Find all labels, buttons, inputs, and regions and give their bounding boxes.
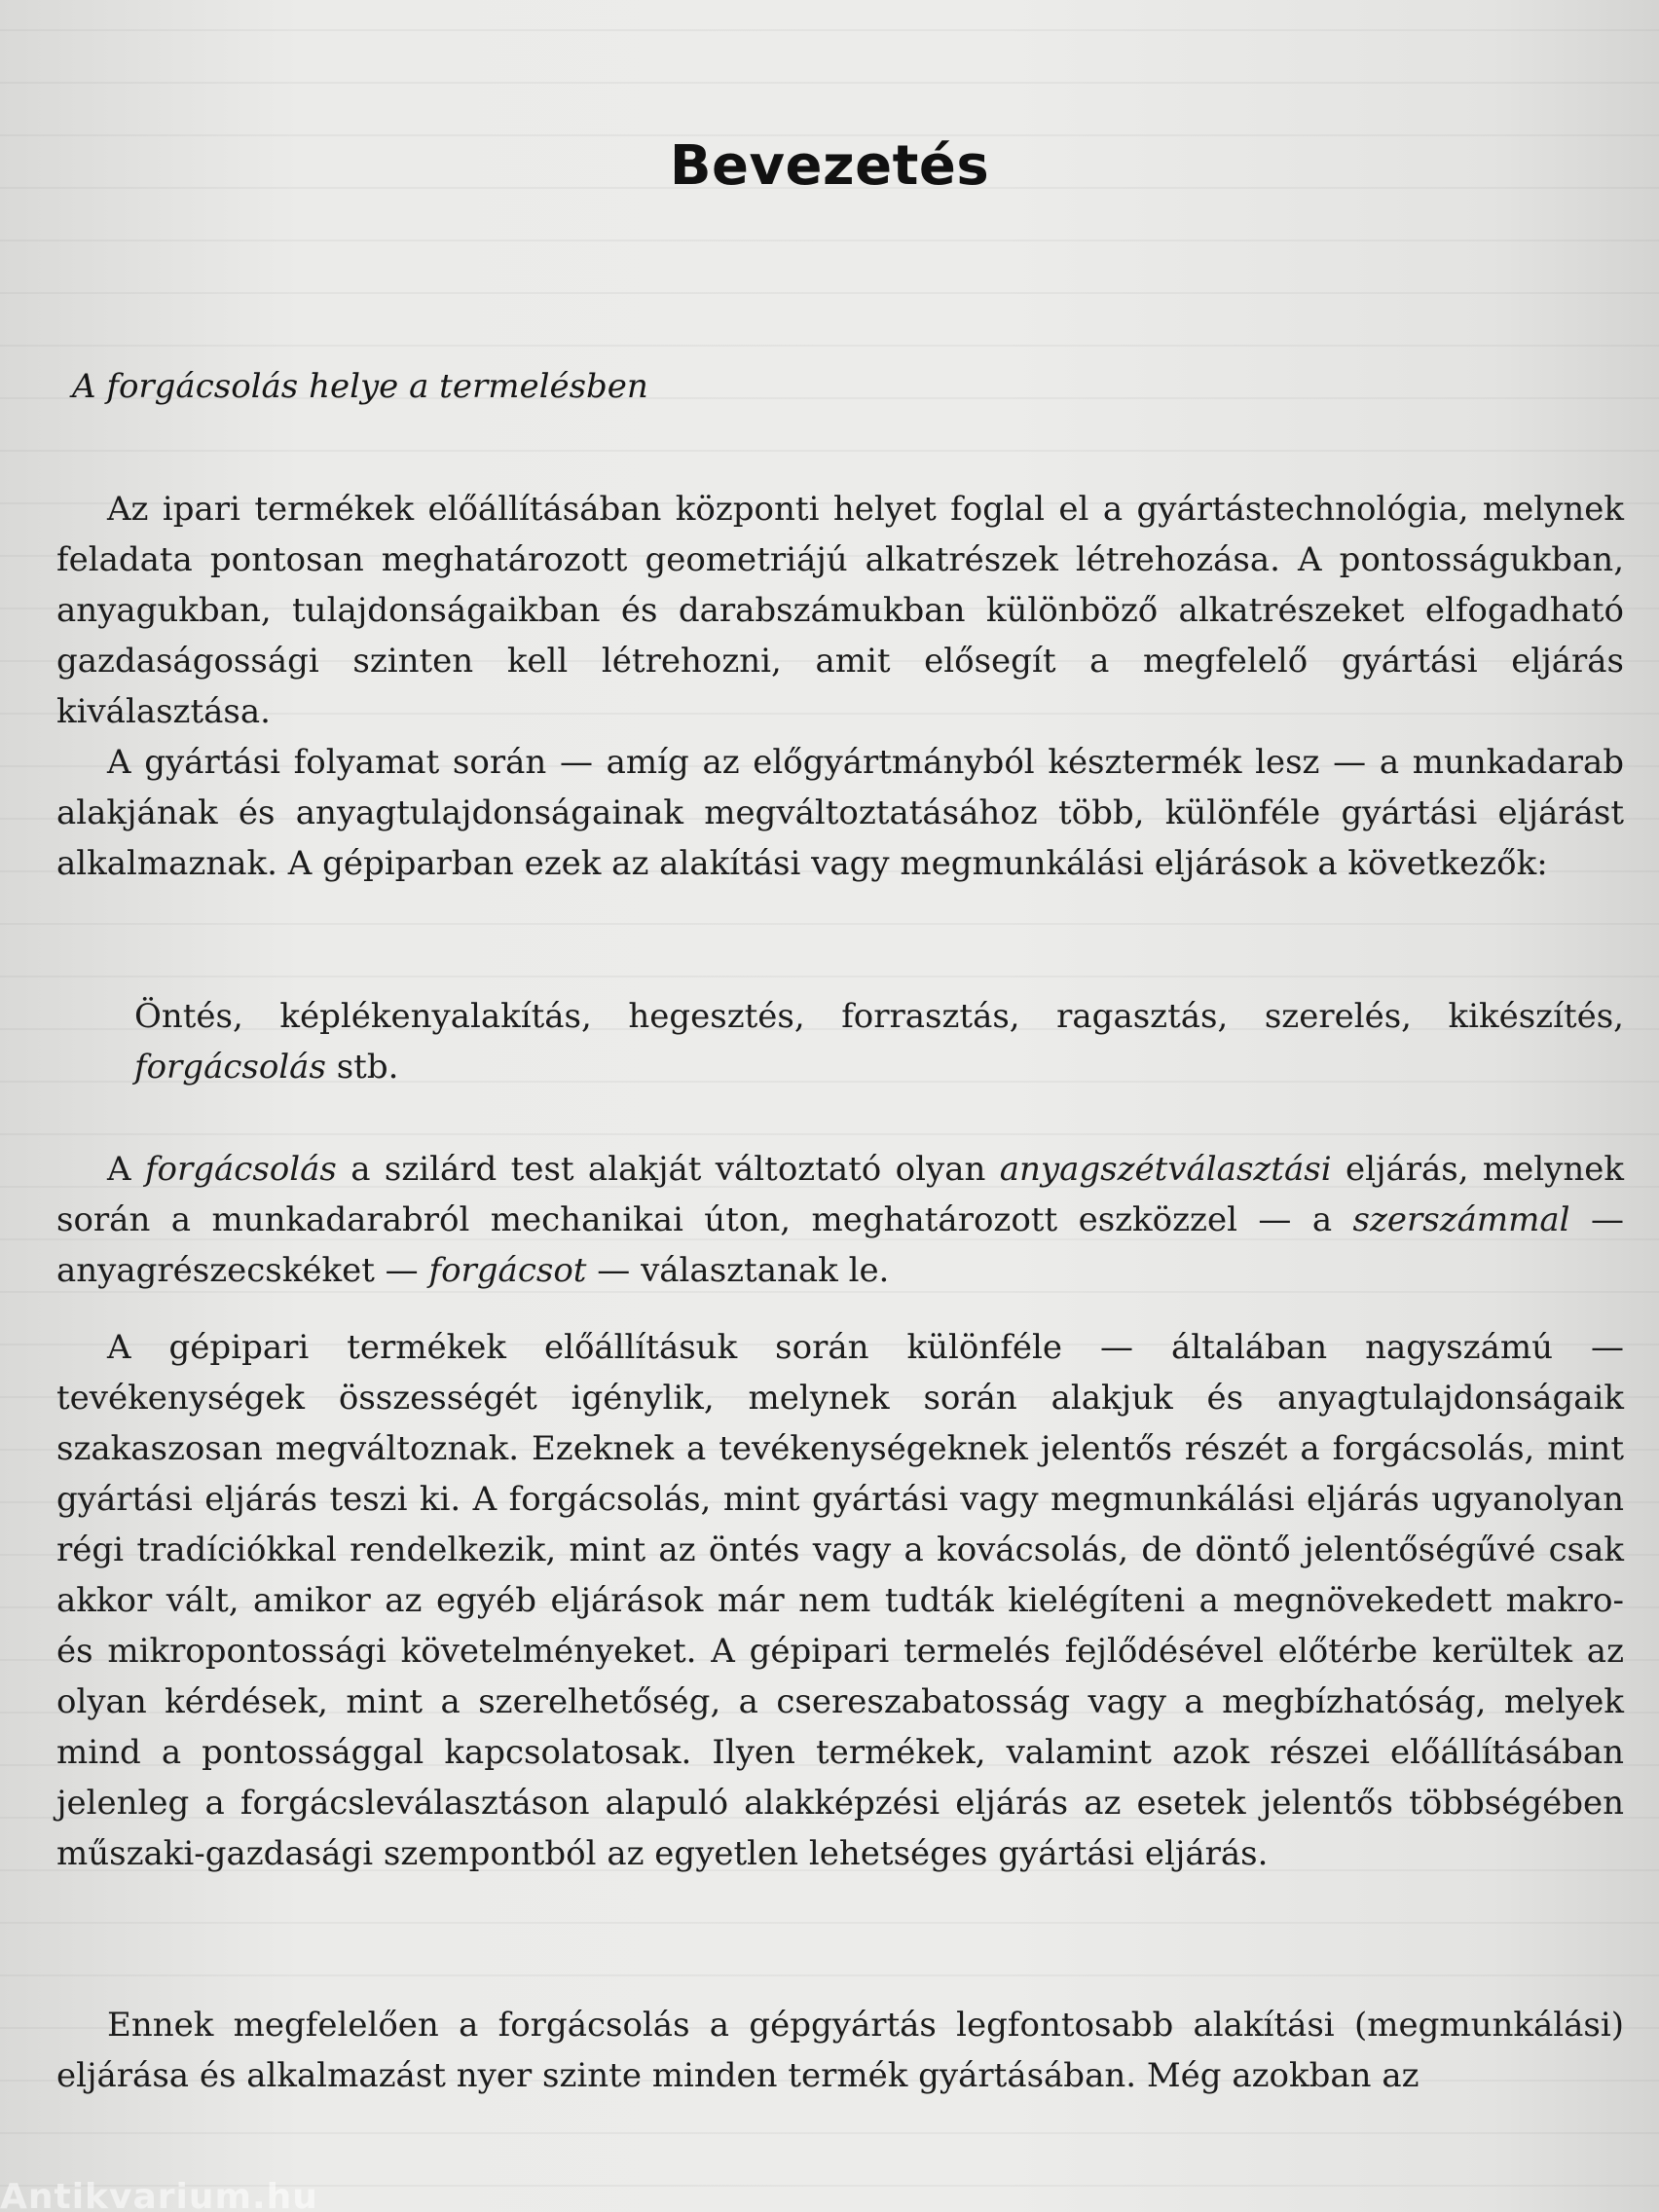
process-list-plain: Öntés, képlékenyalakítás, hegesztés, forrasztás, ragasztás, szerelés, kikészítés, [134,997,1624,1036]
paragraph-2: A gyártási folyamat során — amíg az előgyártmányból késztermék lesz — a munkadarab alakjának és anyagtulajdonságainak megváltoztatásához több, különféle gyártási eljárást alkalmaznak. A gépiparban ezek az alakítási vagy megmunkálási eljárások a következők: [56,743,1624,883]
p3-text-a: A [107,1150,145,1189]
p3-text-e: — választanak le. [586,1251,890,1290]
watermark-text: Antikvarium.hu [0,2177,318,2212]
p3-emphasis-anyagszetvalasztasi: anyagszétválasztási [999,1150,1332,1189]
p3-text-d: — anyagrészecskéket — [56,1200,1624,1290]
p3-emphasis-szerszammal: szerszámmal [1352,1200,1570,1239]
paragraph-4: A gépipari termékek előállításuk során különféle — általában nagyszámú — tevékenységek összességét igénylik, melynek során alakjuk és anyagtulajdonságaik szakaszosan megváltoznak. Ezeknek a tevékenységeknek jelentős részét a forgácsolás, mint gyártási eljárás teszi ki. A forgácsolás, mint gyártási vagy megmunkálási eljárás ugyanolyan régi tradíciókkal rendelkezik, mint az öntés vagy a kovácsolás, de döntő jelentőségűvé csak akkor vált, amikor az egyéb eljárások már nem tudták kielégíteni a megnövekedett makro- és mikropontossági követelményeket. A gépipari termelés fejlődésével előtérbe kerültek az olyan kérdések, mint a szerelhetőség, a csereszabatosság vagy a megbízhatóság, melyek mind a pontossággal kapcsolatosak. Ilyen termékek, valamint azok részei előállításában jelenleg a forgácsleválasztáson alapuló alakképzési eljárás az esetek jelentős többségében műszaki-gazdasági szempontból az egyetlen lehetséges gyártási eljárás. [56,1328,1624,1873]
paragraph-1: Az ipari termékek előállításában központi helyet foglal el a gyártástechnológia, melynek feladata pontosan meghatározott geometriájú alkatrészek létrehozása. A pontosságukban, anyagukban, tulajdonságaikban és darabszámukban különböző alkatrészeket elfogadható gazdaságossági szinten kell létrehozni, amit elősegít a megfelelő gyártási eljárás kiválasztása. [56,490,1624,731]
paragraph-5: Ennek megfelelően a forgácsolás a gépgyártás legfontosabb alakítási (megmunkálási) eljárása és alkalmazást nyer szinte minden termék gyártásában. Még azokban az [56,2006,1624,2095]
p3-text-b: a szilárd test alakját változtató olyan [336,1150,1000,1189]
p3-text-c: eljárás, melynek során a munkadarabról mechanikai úton, meghatározott eszközzel — a [56,1150,1624,1239]
chapter-title: Bevezetés [669,134,990,198]
process-list [134,991,1624,1092]
section-heading: A forgácsolás helye a termelésben [72,367,648,406]
process-list-emphasis: forgácsolás [134,1048,326,1087]
process-list-tail: stb. [325,1048,399,1087]
p3-emphasis-forgacsot: forgácsot [428,1251,587,1290]
p3-emphasis-forgacsolas: forgácsolás [144,1150,337,1189]
paragraph-3-definition [56,1144,1624,1296]
